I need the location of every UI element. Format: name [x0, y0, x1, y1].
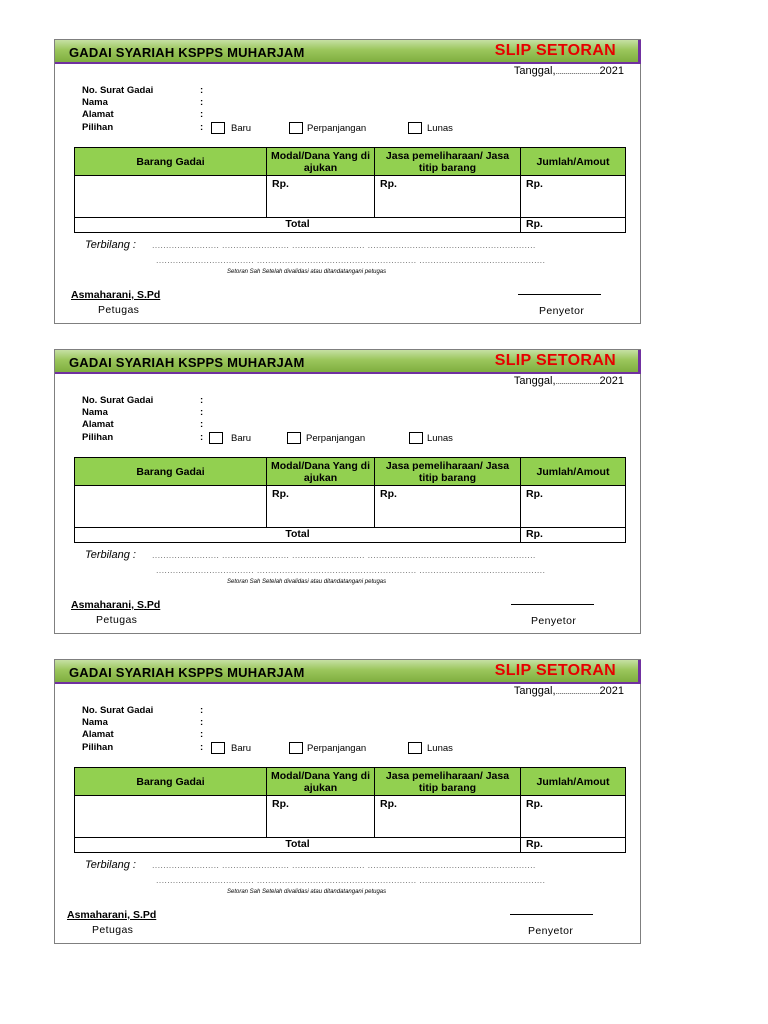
- slip-title: SLIP SETORAN: [494, 662, 616, 679]
- table-header-row: [75, 458, 626, 486]
- officer-name: Asmaharani, S.Pd: [67, 909, 157, 921]
- table-header-row: [75, 148, 626, 176]
- header-jumlah: Jumlah/Amout: [521, 148, 626, 176]
- lunas-label: Lunas: [427, 433, 453, 444]
- slip-title: SLIP SETORAN: [494, 42, 616, 59]
- no-surat-label: No. Surat Gadai: [82, 395, 154, 406]
- jumlah-cell[interactable]: Rp.: [521, 486, 626, 528]
- validation-note: Setoran Sah Setelah divalidasi atau ditandatangani petugas: [227, 889, 387, 895]
- header-modal-dana: Modal/Dana Yang di ajukan: [267, 768, 375, 796]
- modal-cell[interactable]: Rp.: [267, 486, 375, 528]
- perpanjangan-checkbox[interactable]: [287, 432, 301, 444]
- total-label: Total: [75, 218, 521, 233]
- terbilang-line-2[interactable]: ................................... ......................................................... .............................................: [156, 255, 546, 265]
- officer-role: Petugas: [96, 614, 138, 626]
- slip-header: [55, 40, 641, 64]
- baru-checkbox[interactable]: [211, 742, 225, 754]
- date-year: 2021: [599, 685, 624, 697]
- items-table: [74, 147, 626, 233]
- header-barang-gadai: Barang Gadai: [75, 768, 267, 796]
- lunas-checkbox[interactable]: [408, 742, 422, 754]
- org-name: GADAI SYARIAH KSPPS MUHARJAM: [69, 45, 305, 60]
- total-row: [75, 838, 626, 853]
- table-header-row: [75, 768, 626, 796]
- perpanjangan-label: Perpanjangan: [306, 433, 366, 444]
- date-label: Tanggal,: [513, 65, 556, 77]
- jumlah-cell[interactable]: Rp.: [521, 796, 626, 838]
- baru-label: Baru: [231, 743, 252, 754]
- pilihan-label: Pilihan: [82, 432, 114, 443]
- lunas-label: Lunas: [427, 123, 453, 134]
- date-line: [514, 375, 624, 387]
- org-name: GADAI SYARIAH KSPPS MUHARJAM: [69, 355, 305, 370]
- jasa-cell[interactable]: Rp.: [375, 176, 521, 218]
- colon: :: [200, 729, 204, 740]
- header-jumlah: Jumlah/Amout: [521, 458, 626, 486]
- no-surat-label: No. Surat Gadai: [82, 85, 154, 96]
- deposit-slip-3: [54, 659, 641, 944]
- lunas-checkbox[interactable]: [408, 122, 422, 134]
- terbilang-line-1[interactable]: ........................ ........................ .......................... ............................................................: [152, 550, 536, 560]
- table-row: [75, 796, 626, 838]
- total-label: Total: [75, 528, 521, 543]
- terbilang-label: Terbilang :: [85, 549, 136, 561]
- perpanjangan-checkbox[interactable]: [289, 742, 303, 754]
- terbilang-label: Terbilang :: [85, 239, 136, 251]
- slip-header: [55, 350, 641, 374]
- officer-role: Petugas: [98, 304, 140, 316]
- officer-name: Asmaharani, S.Pd: [71, 599, 161, 611]
- terbilang-label: Terbilang :: [85, 859, 136, 871]
- deposit-slip-1: [54, 39, 641, 324]
- alamat-label: Alamat: [82, 729, 114, 740]
- org-name: GADAI SYARIAH KSPPS MUHARJAM: [69, 665, 305, 680]
- date-label: Tanggal,: [513, 375, 556, 387]
- total-row: [75, 528, 626, 543]
- date-label: Tanggal,: [513, 685, 556, 697]
- date-line: [514, 65, 624, 77]
- nama-label: Nama: [82, 407, 108, 418]
- terbilang-line-2[interactable]: ................................... ......................................................... .............................................: [156, 565, 546, 575]
- header-jumlah: Jumlah/Amout: [521, 768, 626, 796]
- depositor-label: Penyetor: [539, 305, 585, 317]
- baru-checkbox[interactable]: [211, 122, 225, 134]
- nama-label: Nama: [82, 97, 108, 108]
- signature-line: [510, 914, 593, 915]
- depositor-label: Penyetor: [531, 615, 577, 627]
- colon: :: [200, 407, 204, 418]
- alamat-label: Alamat: [82, 109, 114, 120]
- colon: :: [200, 97, 204, 108]
- date-year: 2021: [599, 65, 624, 77]
- colon: :: [200, 109, 204, 120]
- nama-label: Nama: [82, 717, 108, 728]
- colon: :: [200, 85, 204, 96]
- header-barang-gadai: Barang Gadai: [75, 458, 267, 486]
- baru-checkbox[interactable]: [209, 432, 223, 444]
- date-year: 2021: [599, 375, 624, 387]
- colon: :: [200, 705, 204, 716]
- officer-role: Petugas: [92, 924, 134, 936]
- header-modal-dana: Modal/Dana Yang di ajukan: [267, 458, 375, 486]
- items-table: [74, 457, 626, 543]
- header-jasa: Jasa pemeliharaan/ Jasa titip barang: [375, 458, 521, 486]
- date-blank: ......................: [555, 376, 600, 386]
- total-label: Total: [75, 838, 521, 853]
- header-modal-dana: Modal/Dana Yang di ajukan: [267, 148, 375, 176]
- barang-gadai-cell[interactable]: [75, 796, 267, 838]
- total-row: [75, 218, 626, 233]
- total-amount-cell[interactable]: Rp.: [521, 528, 626, 543]
- no-surat-label: No. Surat Gadai: [82, 705, 154, 716]
- date-blank: ......................: [555, 66, 600, 76]
- colon: :: [200, 742, 204, 753]
- lunas-checkbox[interactable]: [409, 432, 423, 444]
- slip-title: SLIP SETORAN: [494, 352, 616, 369]
- barang-gadai-cell[interactable]: [75, 176, 267, 218]
- deposit-slip-2: [54, 349, 641, 634]
- date-line: [514, 685, 624, 697]
- terbilang-line-1[interactable]: ........................ ........................ .......................... ............................................................: [152, 240, 536, 250]
- perpanjangan-checkbox[interactable]: [289, 122, 303, 134]
- signature-line: [511, 604, 594, 605]
- header-jasa: Jasa pemeliharaan/ Jasa titip barang: [375, 768, 521, 796]
- pilihan-label: Pilihan: [82, 122, 114, 133]
- depositor-label: Penyetor: [528, 925, 574, 937]
- total-amount-cell[interactable]: Rp.: [521, 838, 626, 853]
- colon: :: [200, 432, 204, 443]
- colon: :: [200, 419, 204, 430]
- items-table: [74, 767, 626, 853]
- baru-label: Baru: [231, 123, 252, 134]
- lunas-label: Lunas: [427, 743, 453, 754]
- officer-name: Asmaharani, S.Pd: [71, 289, 161, 301]
- terbilang-line-1[interactable]: ........................ ........................ .......................... ............................................................: [152, 860, 536, 870]
- pilihan-label: Pilihan: [82, 742, 114, 753]
- date-blank: ......................: [555, 686, 600, 696]
- validation-note: Setoran Sah Setelah divalidasi atau ditandatangani petugas: [227, 579, 387, 585]
- header-barang-gadai: Barang Gadai: [75, 148, 267, 176]
- colon: :: [200, 717, 204, 728]
- total-amount-cell[interactable]: Rp.: [521, 218, 626, 233]
- slip-header: [55, 660, 641, 684]
- table-row: [75, 486, 626, 528]
- colon: :: [200, 395, 204, 406]
- jumlah-cell[interactable]: Rp.: [521, 176, 626, 218]
- table-row: [75, 176, 626, 218]
- modal-cell[interactable]: Rp.: [267, 796, 375, 838]
- validation-note: Setoran Sah Setelah divalidasi atau ditandatangani petugas: [227, 269, 387, 275]
- perpanjangan-label: Perpanjangan: [307, 743, 367, 754]
- alamat-label: Alamat: [82, 419, 114, 430]
- barang-gadai-cell[interactable]: [75, 486, 267, 528]
- terbilang-line-2[interactable]: ................................... ......................................................... .............................................: [156, 875, 546, 885]
- jasa-cell[interactable]: Rp.: [375, 796, 521, 838]
- perpanjangan-label: Perpanjangan: [307, 123, 367, 134]
- modal-cell[interactable]: Rp.: [267, 176, 375, 218]
- header-jasa: Jasa pemeliharaan/ Jasa titip barang: [375, 148, 521, 176]
- signature-line: [518, 294, 601, 295]
- colon: :: [200, 122, 204, 133]
- jasa-cell[interactable]: Rp.: [375, 486, 521, 528]
- baru-label: Baru: [231, 433, 252, 444]
